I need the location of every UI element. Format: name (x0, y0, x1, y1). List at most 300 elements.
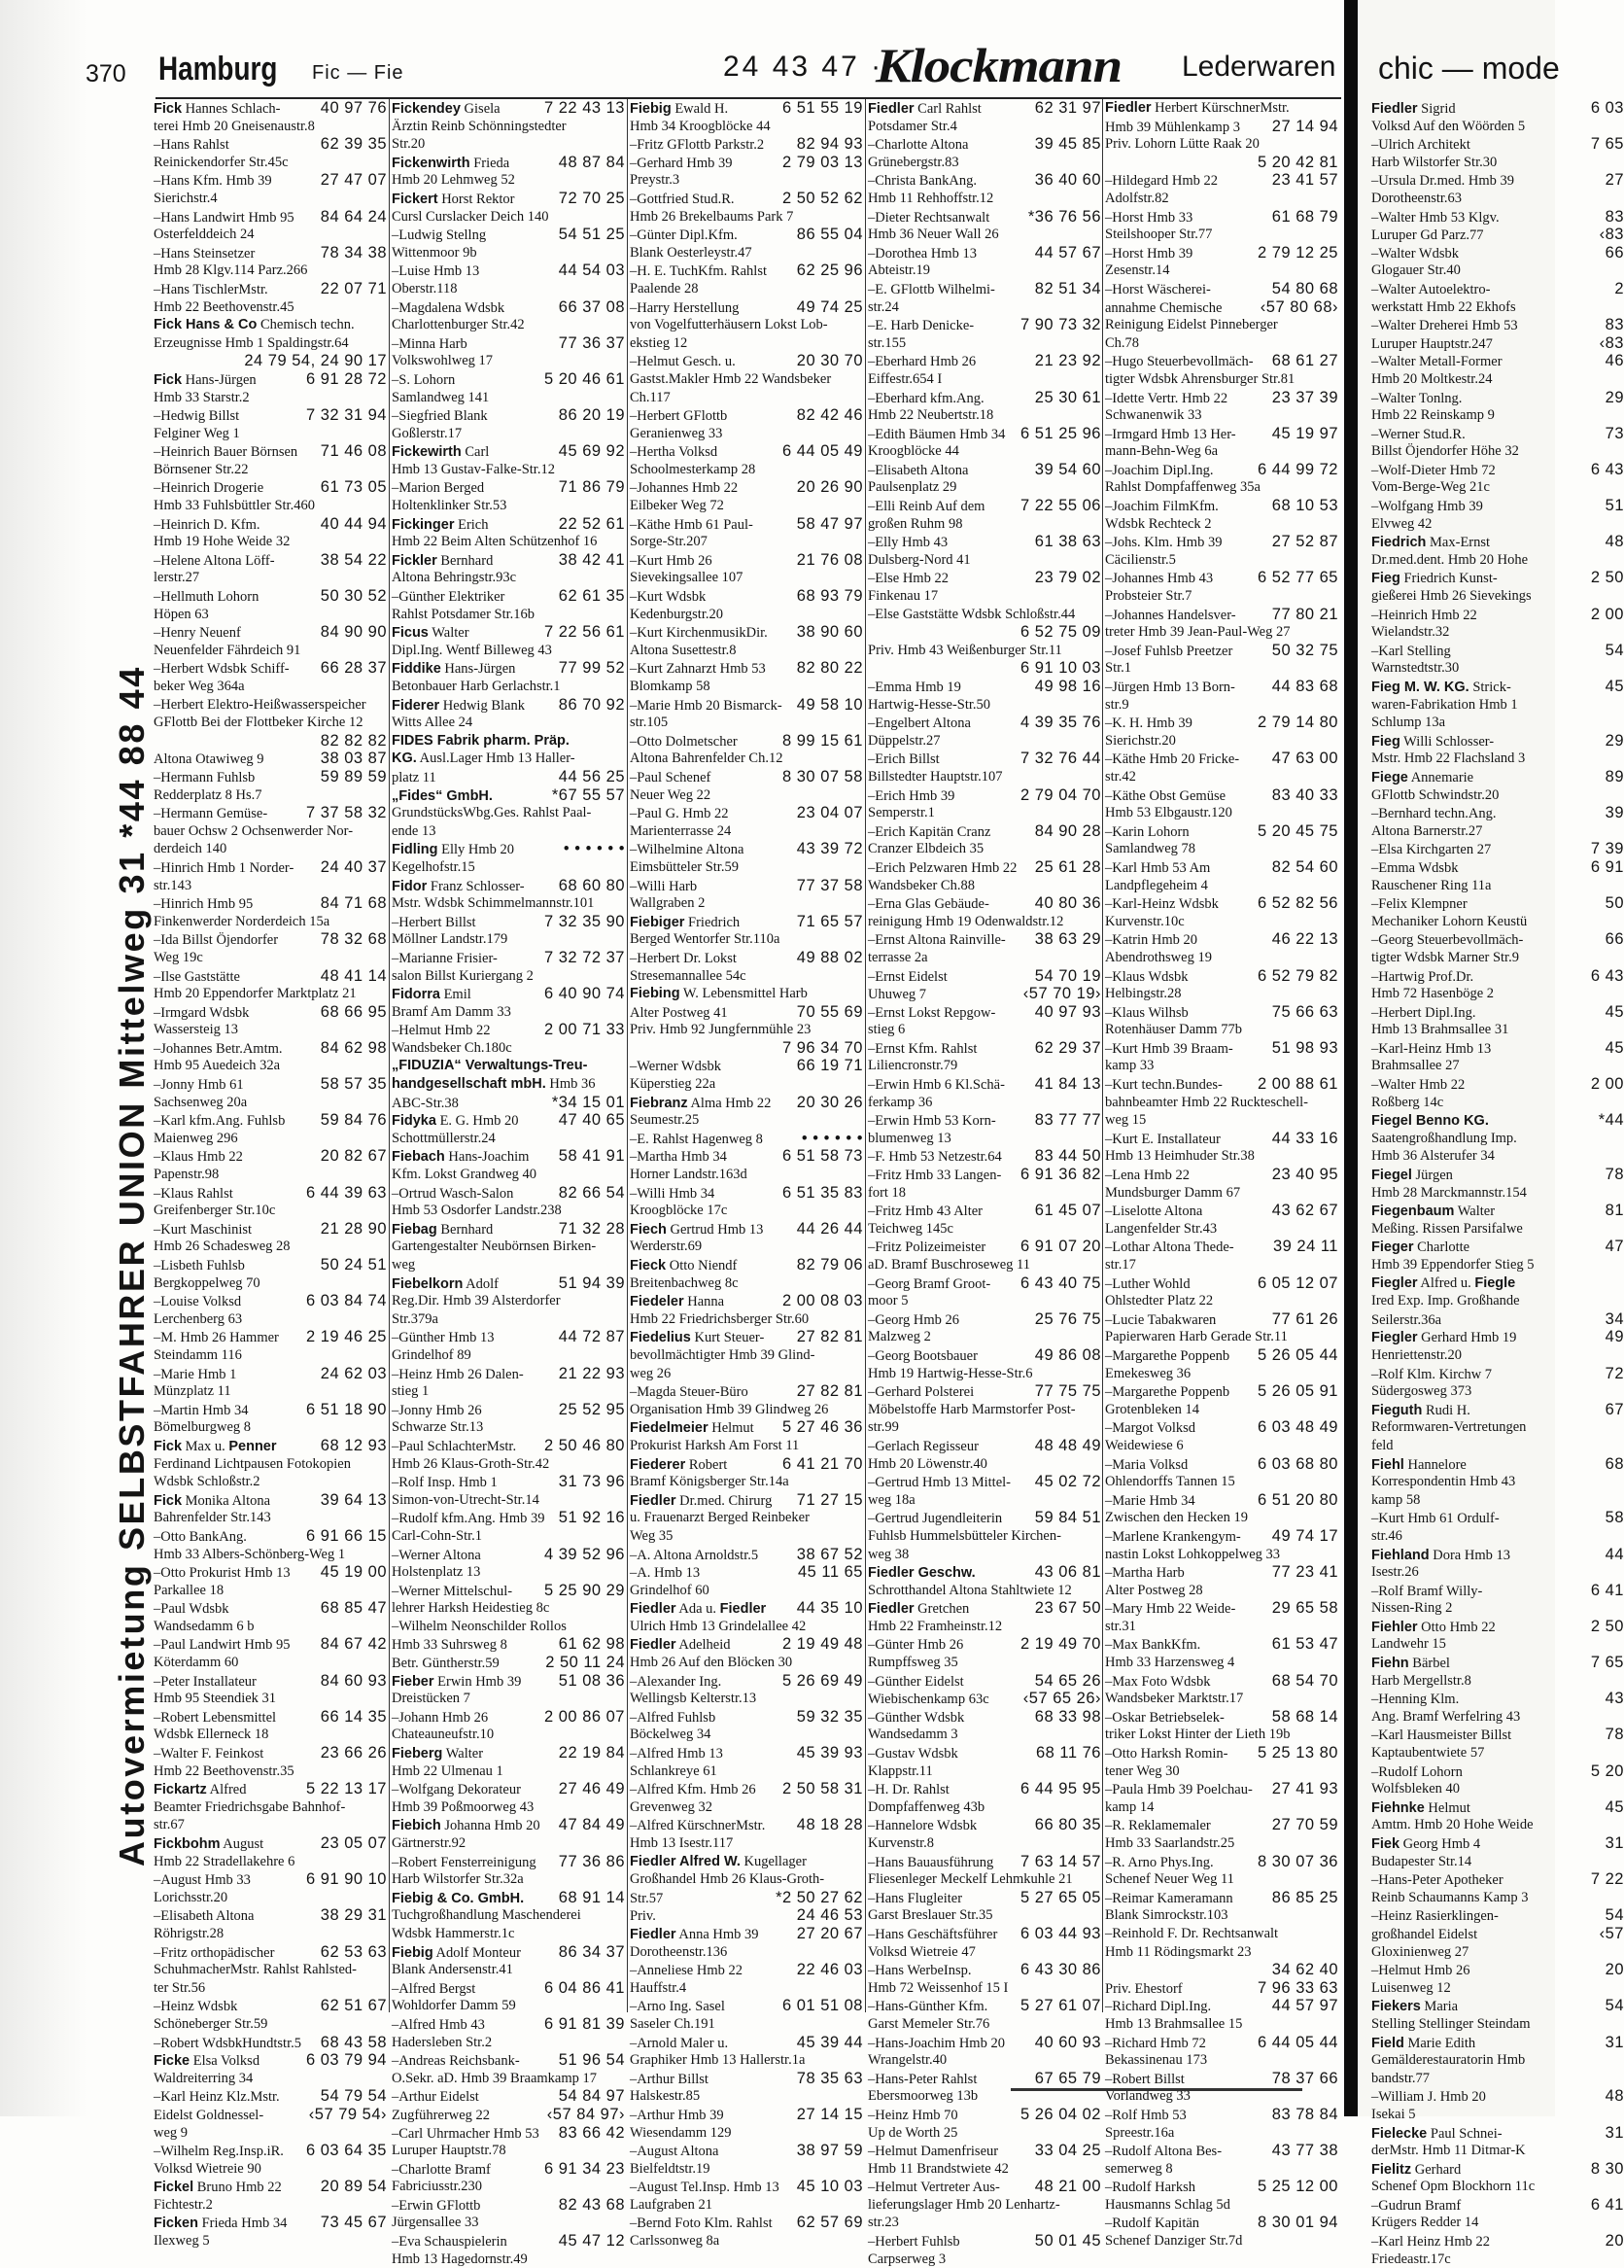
directory-entry (154, 190, 387, 208)
entry-phone-number: 47 40 65 (558, 1111, 625, 1130)
entry-text: –Georg Hmb 26 (868, 1311, 959, 1328)
entry-text: Luruper Hauptstr.247 (1371, 335, 1493, 352)
entry-text: Bahrenfelder Str.143 (154, 1510, 271, 1526)
entry-phone-number: 83 66 42 (558, 2123, 625, 2142)
directory-entry (1105, 659, 1338, 678)
directory-entry (392, 118, 625, 136)
entry-text: Volkswohlweg 17 (392, 353, 494, 369)
entry-text: –Richard Hmb 72 (1105, 2035, 1206, 2051)
entry-phone-number: 7 65 (1590, 135, 1624, 154)
directory-entry (154, 352, 387, 370)
entry-text: Langenfelder Str.43 (1105, 1220, 1218, 1237)
directory-entry (392, 1003, 625, 1022)
entry-phone-number: ‹57 79 54› (308, 2105, 387, 2123)
directory-entry (392, 1130, 625, 1148)
directory-entry (630, 389, 863, 407)
directory-entry (392, 750, 625, 768)
directory-entry (630, 190, 863, 208)
entry-text: stieg 1 (392, 1383, 430, 1400)
entry-phone-number: 6 91 07 20 (1020, 1238, 1101, 1256)
entry-text: Hmb 28 Marckmannstr.154 (1371, 1184, 1527, 1201)
directory-entry (1371, 1708, 1624, 1727)
directory-entry (868, 1979, 1101, 1998)
entry-text: Fuhlsb Hummelsbütteler Kirchen- (868, 1527, 1061, 1544)
entry-phone-number: 66 37 08 (558, 297, 625, 316)
entry-text: –Rudolf Altona Bes- (1105, 2144, 1223, 2160)
directory-entry (1371, 442, 1624, 461)
entry-phone-number: 24 79 54, 24 90 17 (244, 352, 387, 370)
entry-text: –Gerhard Polsterei (868, 1384, 975, 1401)
entry-text: Abteistr.19 (868, 262, 931, 279)
entry-text: –A. Altona Arnoldstr.5 (630, 1547, 759, 1563)
directory-entry (630, 1039, 863, 1058)
entry-phone-number: 7 32 76 44 (1020, 750, 1101, 768)
entry-phone-number: 68 (1605, 1454, 1624, 1473)
entry-text: Ficke Elsa Volksd (154, 2053, 260, 2070)
directory-entry (868, 1238, 1101, 1256)
entry-phone-number: 83 (1605, 316, 1624, 334)
entry-text: –Käthe Hmb 20 Fricke- (1105, 751, 1240, 768)
directory-entry (1105, 623, 1338, 642)
entry-text: Laufgraben 21 (630, 2196, 712, 2213)
left-page-margin (0, 0, 87, 2116)
directory-entry (392, 1618, 625, 1636)
directory-entry (630, 840, 863, 858)
entry-text: –Katrin Hmb 20 (1105, 932, 1198, 949)
entry-phone-number: ‹83 (1599, 226, 1624, 244)
directory-entry (1371, 1202, 1624, 1220)
directory-entry (630, 154, 863, 172)
directory-entry (392, 1111, 625, 1130)
entry-text: Kfm. Lokst Grandweg 40 (392, 1167, 537, 1183)
entry-phone-number: 29 (1605, 731, 1624, 750)
entry-text: Fickel Bruno Hmb 22 (154, 2180, 282, 2196)
entry-text: Fick Hans-Jürgen (154, 371, 257, 388)
entry-text: Henriettenstr.20 (1371, 1346, 1463, 1363)
entry-text: –S. Lohorn (392, 371, 456, 388)
directory-entry (1371, 2051, 1624, 2070)
directory-entry (154, 840, 387, 858)
page-gutter (1344, 0, 1358, 2116)
entry-text: Reformwaren-Vertretungen (1371, 1419, 1527, 1436)
entry-text: Reinickendorfer Str.45c (154, 154, 289, 170)
directory-entry (1105, 1418, 1338, 1437)
directory-entry (1105, 587, 1338, 606)
directory-entry (1371, 1238, 1624, 1256)
entry-phone-number: 77 80 21 (1271, 605, 1338, 623)
entry-phone-number: 84 67 42 (320, 1635, 387, 1654)
entry-text: –Hans-Peter Rahlst (868, 2071, 978, 2087)
directory-entry (630, 497, 863, 515)
entry-text: Schwanenwik 33 (1105, 407, 1202, 424)
entry-phone-number: 62 39 35 (320, 135, 387, 154)
entry-text: Sachsenweg 20a (154, 1094, 248, 1110)
entry-text: weg 9 (154, 2124, 189, 2141)
directory-entry (1371, 2196, 1624, 2215)
entry-phone-number: 6 91 66 15 (306, 1526, 387, 1545)
directory-entry (868, 1346, 1101, 1365)
directory-entry (392, 606, 625, 624)
entry-text: Wiebischenkamp 63c (868, 1692, 989, 1708)
directory-entry (154, 569, 387, 587)
entry-text: Fick Hans & Co Chemisch techn. (154, 317, 355, 333)
entry-text: –Harry Herstellung (630, 299, 740, 316)
directory-entry (1371, 750, 1624, 768)
entry-text: Korrespondentin Hmb 43 (1371, 1474, 1516, 1490)
directory-entry (1105, 1870, 1338, 1889)
entry-text: weg 15 (1105, 1112, 1147, 1129)
entry-text: –Fritz Hmb 43 Alter (868, 1204, 984, 1220)
entry-text: –Hans-Peter Apotheker (1371, 1872, 1503, 1889)
entry-text: Rahlst Dompfaffenweg 35a (1105, 479, 1261, 496)
entry-phone-number: 23 05 07 (320, 1834, 387, 1852)
directory-entry (868, 2178, 1101, 2196)
entry-text: Großhandel Hmb 26 Klaus-Groth- (630, 1871, 825, 1888)
entry-phone-number: 6 91 28 72 (306, 369, 387, 388)
entry-phone-number: 50 24 51 (320, 1256, 387, 1274)
entry-text: –R. Reklamemaler (1105, 1818, 1211, 1834)
directory-entry (630, 352, 863, 370)
entry-text: –Karl Stelling (1371, 643, 1451, 659)
entry-phone-number: 71 86 79 (558, 478, 625, 497)
entry-phone-number: 48 87 84 (558, 153, 625, 171)
entry-text: Möllner Landstr.179 (392, 931, 508, 948)
entry-text: Altona Susettestr.8 (630, 642, 737, 658)
entry-text: –Alfred KürschnerMstr. (630, 1818, 766, 1834)
directory-entry (630, 1690, 863, 1708)
entry-text: Wandsbeker Ch.88 (868, 877, 975, 893)
entry-text: Hmb 22 Neubertstr.18 (868, 407, 994, 424)
entry-phone-number: 8 30 01 94 (1258, 2214, 1338, 2232)
directory-entry (392, 1382, 625, 1401)
entry-text: Schöneberger Str.59 (154, 2015, 268, 2032)
directory-entry (154, 2142, 387, 2160)
directory-entry (630, 587, 863, 606)
directory-entry (1105, 352, 1338, 370)
entry-text: –Paul Wdsbk (154, 1601, 229, 1618)
entry-phone-number: 71 65 57 (796, 912, 863, 930)
entry-text: Fiegel Jürgen (1371, 1168, 1453, 1184)
entry-text: –Walter Metall-Former (1371, 354, 1503, 370)
directory-entry (1371, 642, 1624, 660)
directory-entry (868, 1166, 1101, 1184)
column-rule (1102, 99, 1103, 2012)
directory-entry (154, 1075, 387, 1094)
entry-text: salon Billst Kuriergang 2 (392, 967, 534, 984)
directory-entry (1371, 244, 1624, 262)
directory-entry (868, 2232, 1101, 2251)
directory-entry (154, 1166, 387, 1184)
entry-text: Fiehl Hannelore (1371, 1456, 1467, 1473)
entry-text: –Käthe Obst Gemüse (1105, 787, 1227, 804)
directory-entry (392, 913, 625, 931)
directory-entry (1105, 262, 1338, 280)
directory-entry (392, 858, 625, 877)
directory-entry (154, 1365, 387, 1383)
entry-text: –Walter F. Feinkost (154, 1746, 264, 1762)
directory-entry (868, 533, 1101, 551)
entry-text: „FIDUZIA“ Verwaltungs-Treu- (392, 1058, 588, 1074)
entry-text: –Otto Dolmetscher (630, 733, 738, 750)
directory-entry (392, 190, 625, 208)
entry-phone-number: 44 83 68 (1271, 678, 1338, 695)
directory-entry (392, 1057, 625, 1075)
entry-phone-number: 38 54 22 (320, 550, 387, 569)
directory-entry (392, 425, 625, 443)
entry-text: Berged Wentorfer Str.110a (630, 931, 780, 948)
directory-entry (630, 1256, 863, 1274)
directory-entry (1371, 425, 1624, 443)
directory-entry (392, 930, 625, 949)
directory-entry (868, 244, 1101, 262)
directory-entry (392, 1582, 625, 1600)
directory-entry (1371, 1599, 1624, 1618)
entry-text: Betr. Güntherstr.59 (392, 1656, 500, 1672)
entry-phone-number: 83 78 84 (1271, 2105, 1338, 2123)
entry-text: Hmb 39 Poßmoorweg 43 (392, 1798, 535, 1815)
entry-text: –Joachim FilmKfm. (1105, 499, 1219, 515)
entry-phone-number: 45 02 72 (1034, 1473, 1101, 1491)
entry-phone-number: 77 37 58 (796, 876, 863, 894)
entry-phone-number: 49 98 16 (1034, 678, 1101, 695)
directory-entry (868, 1997, 1101, 2015)
directory-entry (1105, 1780, 1338, 1798)
directory-entry (1371, 623, 1624, 642)
directory-entry (154, 1292, 387, 1310)
directory-entry (868, 2124, 1101, 2143)
directory-entry (868, 1618, 1101, 1636)
directory-entry (868, 786, 1101, 805)
entry-text: Grevenweg 32 (630, 1798, 712, 1815)
directory-entry (868, 406, 1101, 425)
entry-text: Samlandweg 141 (392, 389, 490, 405)
entry-text: –Heinrich D. Kfm. (154, 516, 260, 533)
entry-text: –Marie Hmb 1 (154, 1366, 237, 1382)
entry-text: Breitenbachweg 8c (630, 1274, 739, 1291)
directory-entry (392, 1744, 625, 1762)
directory-entry (868, 1563, 1101, 1582)
entry-text: Probsteier Str.7 (1105, 588, 1192, 605)
entry-phone-number: 68 54 70 (1271, 1671, 1338, 1690)
entry-text: Up de Worth 25 (868, 2124, 958, 2141)
entry-phone-number: 83 40 33 (1271, 785, 1338, 804)
directory-entry (392, 461, 625, 479)
directory-entry (630, 877, 863, 895)
entry-phone-number: 54 (1605, 1997, 1624, 2015)
entry-text: Dorotheenstr.136 (630, 1943, 728, 1960)
entry-text: –Marion Berged (392, 480, 485, 497)
entry-text: –Kurt Zahnarzt Hmb 53 (630, 661, 766, 678)
directory-entry (1371, 370, 1624, 389)
directory-entry (392, 659, 625, 678)
entry-phone-number: 6 43 (1590, 460, 1624, 478)
entry-text: Düppelstr.27 (868, 732, 941, 749)
entry-text: Fiech Gertrud Hmb 13 (630, 1221, 764, 1238)
entry-text: Schrotthandel Altona Stahltwiete 12 (868, 1582, 1072, 1598)
entry-text: Fidyka E. G. Hmb 20 (392, 1113, 519, 1130)
entry-phone-number: 6 03 64 35 (306, 2142, 387, 2160)
directory-entry (1105, 1599, 1338, 1618)
entry-text: platz 11 (392, 769, 436, 785)
entry-text: Fiedler Adelheid (630, 1637, 731, 1654)
directory-entry (154, 2124, 387, 2143)
entry-text: Dreistücken 7 (392, 1691, 470, 1707)
entry-phone-number: 2 50 58 31 (782, 1780, 863, 1798)
entry-text: Seilerstr.36a (1371, 1311, 1442, 1328)
entry-text: Gloxinienweg 27 (1371, 1943, 1469, 1960)
entry-text: –Arnold Maler u. (630, 2035, 729, 2051)
directory-entry (868, 1726, 1101, 1744)
entry-text: Gastst.Makler Hmb 22 Wandsbeker (630, 370, 832, 387)
entry-text: Wrangelstr.40 (868, 2052, 948, 2069)
entry-text: str.9 (1105, 696, 1129, 713)
entry-phone-number: 43 (1605, 1690, 1624, 1708)
entry-text: Billstedter Hauptstr.107 (868, 768, 1003, 785)
directory-entry (1371, 226, 1624, 244)
directory-entry (868, 913, 1101, 931)
entry-phone-number: 40 44 94 (320, 514, 387, 533)
entry-text: Hmb 22 Beethovenstr.35 (154, 1762, 294, 1779)
directory-entry (154, 171, 387, 190)
entry-text: Hmb 95 Steendiek 31 (154, 1691, 277, 1707)
directory-entry (1371, 1418, 1624, 1437)
directory-entry (868, 623, 1101, 642)
entry-phone-number: 82 54 60 (1271, 857, 1338, 876)
entry-phone-number: 46 (1605, 352, 1624, 370)
entry-phone-number: 27 52 87 (1271, 533, 1338, 551)
entry-text: –Hans Flugleiter (868, 1890, 963, 1906)
entry-phone-number: 5 26 05 91 (1258, 1382, 1338, 1401)
entry-text: Teichweg 145c (868, 1220, 953, 1237)
directory-entry (868, 1906, 1101, 1925)
entry-text: Fieck Otto Niendf (630, 1258, 738, 1274)
entry-phone-number: 7 96 34 70 (782, 1038, 863, 1057)
directory-entry (392, 1635, 625, 1654)
entry-text: Hmb 13 Isestr.117 (630, 1835, 734, 1851)
directory-entry (392, 1401, 625, 1419)
directory-column (392, 99, 625, 2267)
directory-entry (1105, 1473, 1338, 1491)
entry-text: Fidor Franz Schlosser- (392, 878, 525, 894)
entry-text: Schlankreye 61 (630, 1762, 717, 1779)
directory-entry (1105, 2232, 1338, 2251)
entry-text: –Carl Uhrmacher Hmb 53 (392, 2125, 539, 2142)
directory-entry (630, 442, 863, 461)
entry-phone-number: ‹57 80 68› (1260, 297, 1338, 316)
entry-text: –Magdalena Wdsbk (392, 299, 505, 316)
directory-entry (1371, 768, 1624, 786)
directory-entry (154, 1418, 387, 1437)
entry-text: –Gerlach Regisseur (868, 1438, 979, 1454)
entry-text: –August Tel.Insp. Hmb 13 (630, 2180, 779, 2196)
directory-entry (630, 822, 863, 841)
directory-entry (392, 1925, 625, 1943)
directory-entry (630, 1202, 863, 1220)
directory-entry (630, 533, 863, 551)
directory-entry (868, 985, 1101, 1003)
entry-phone-number: 5 20 42 81 (1258, 153, 1338, 171)
entry-text: Hmb 11 Rödingsmarkt 23 (1105, 1943, 1252, 1960)
directory-entry (392, 1365, 625, 1383)
entry-phone-number: *34 15 01 (551, 1093, 625, 1111)
entry-phone-number: 38 42 41 (558, 550, 625, 569)
directory-entry (392, 389, 625, 407)
entry-text: –Magda Steuer-Büro (630, 1384, 748, 1401)
entry-text: Fiedler Anna Hmb 39 (630, 1926, 759, 1942)
entry-text: Schenef Neuer Weg 11 (1105, 1871, 1234, 1888)
entry-text: handgesellschaft mbH. Hmb 36 (392, 1076, 596, 1093)
entry-text: –Günter Dipl.Kfm. (630, 227, 738, 244)
entry-text: –Gertrud Jugendleiterin (868, 1511, 1003, 1527)
directory-entry (1105, 478, 1338, 497)
entry-text: –Christa BankAng. (868, 173, 977, 190)
directory-entry (154, 1889, 387, 1907)
entry-phone-number: 78 35 63 (796, 2069, 863, 2087)
entry-phone-number: 6 40 90 74 (544, 985, 625, 1003)
directory-entry (1105, 425, 1338, 443)
entry-phone-number: 23 40 95 (1271, 1166, 1338, 1184)
entry-phone-number: 5 25 12 00 (1258, 2178, 1338, 2196)
entry-text: –Martha Hmb 34 (630, 1149, 727, 1166)
entry-text: Fieg M. W. KG. Strick- (1371, 680, 1511, 695)
entry-text: Hmb 13 Brahmsallee 31 (1371, 1022, 1509, 1038)
entry-phone-number: 7 65 (1590, 1654, 1624, 1672)
entry-text: Küperstieg 22a (630, 1076, 716, 1093)
directory-entry (1105, 1889, 1338, 1907)
entry-text: Fiegler Gerhard Hmb 19 (1371, 1330, 1517, 1346)
entry-text: –Irmgard Wdsbk (154, 1004, 250, 1021)
directory-entry (392, 1310, 625, 1329)
entry-text: Hmb 26 Klaus-Groth-Str.42 (392, 1455, 550, 1472)
entry-text: str.46 (1371, 1527, 1402, 1544)
entry-text: Potsdamer Str.4 (868, 118, 957, 134)
directory-entry (630, 1672, 863, 1691)
entry-text: Eilbeker Weg 72 (630, 498, 724, 514)
entry-phone-number: 61 73 05 (320, 478, 387, 497)
directory-entry (868, 1961, 1101, 1979)
entry-phone-number: 44 56 25 (558, 767, 625, 785)
directory-entry (1105, 2051, 1338, 2070)
directory-entry (630, 1365, 863, 1383)
entry-text: Hmb 34 Kroogblöcke 44 (630, 118, 771, 134)
entry-phone-number: 51 94 39 (558, 1274, 625, 1292)
directory-entry (1105, 696, 1338, 715)
directory-entry (1371, 1889, 1624, 1907)
entry-phone-number: 2 79 03 13 (782, 153, 863, 171)
entry-text: großhandel Eidelst (1371, 1926, 1478, 1942)
entry-text: –Paul Schenef (630, 769, 711, 785)
directory-entry (392, 2051, 625, 2070)
directory-entry (630, 1527, 863, 1546)
entry-phone-number: 20 (1605, 2232, 1624, 2251)
entry-text: Semperstr.1 (868, 805, 935, 821)
directory-entry (392, 1491, 625, 1510)
directory-entry (392, 1672, 625, 1691)
directory-entry (154, 1184, 387, 1203)
entry-text: Betonbauer Harb Gerlachstr.1 (392, 679, 561, 694)
directory-entry (1105, 732, 1338, 750)
entry-text: Finkenau 17 (868, 588, 939, 605)
entry-text: –Max BankKfm. (1105, 1637, 1201, 1654)
entry-text: –H. Dr. Rahlst (868, 1782, 950, 1798)
entry-text: –Günther Eidelst (868, 1673, 964, 1690)
directory-entry (1105, 99, 1338, 118)
directory-entry (630, 1021, 863, 1039)
entry-phone-number: 45 (1605, 678, 1624, 695)
entry-text: –Arthur Eidelst (392, 2089, 479, 2106)
directory-entry (630, 1473, 863, 1491)
directory-entry (154, 1762, 387, 1781)
